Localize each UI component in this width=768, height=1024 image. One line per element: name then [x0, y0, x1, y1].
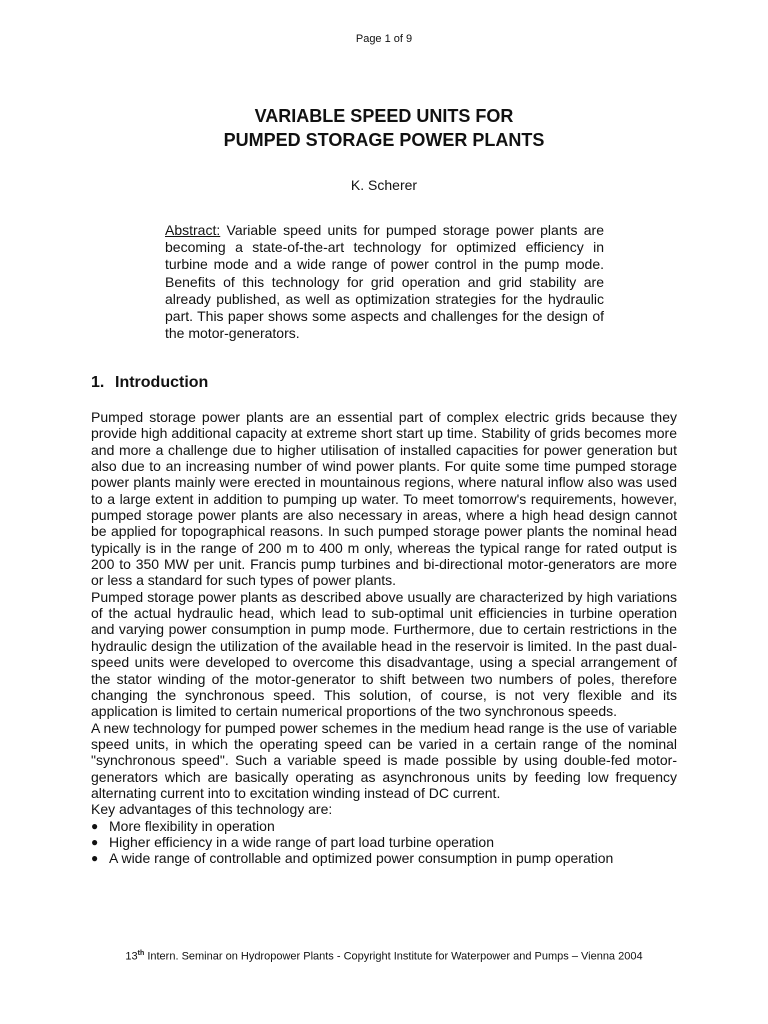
abstract	[165, 222, 604, 342]
title-line-2: PUMPED STORAGE POWER PLANTS	[223, 130, 545, 150]
bullet-icon: ●	[91, 851, 99, 866]
advantages-intro: Key advantages of this technology are:	[91, 801, 333, 818]
advantages-list	[91, 818, 677, 867]
section-number: 1.	[91, 374, 105, 391]
list-item: ● Higher efficiency in a wide range of part load turbine operation	[91, 833, 494, 850]
footer-superscript: th	[137, 950, 145, 957]
paragraph: Pumped storage power plants as described above usually are characterized by high variations of the actual hydraulic head, which lead to sub-optimal unit efficiencies in turbine operation and varying power consumption in pump mode. Furthermore, due to certain restrictions in the hydraulic design the utilization of the available head in the reservoir is limited. In the past dual-speed units were developed to overcome this disadvantage, using a special arrangement of the stator winding of the motor-generator to shift between two numbers of poles, therefore changing the synchronous speed. This solution, of course, is not very flexible and its application is limited to certain numerical proportions of the two synchronous speeds.	[91, 588, 677, 720]
list-item: ● A wide range of controllable and optimized power consumption in pump operation	[91, 850, 614, 867]
paragraph: A new technology for pumped power schemes in the medium head range is the use of variable speed units, in which the operating speed can be varied in a certain range of the nominal "synchronous speed". Such a variable speed is made possible by using double-fed motor-generators which are basically operating as asynchronous units by feeding low frequency alternating current into to excitation winding instead of DC current.	[91, 719, 677, 801]
footer-number: 13	[125, 950, 138, 963]
list-item: ● More flexibility in operation	[91, 817, 275, 834]
bullet-icon: ●	[91, 818, 99, 833]
section-heading	[91, 373, 208, 393]
page-number: Page 1 of 9	[355, 33, 413, 45]
paragraph: Pumped storage power plants are an essential part of complex electric grids because they provide high additional capacity at extreme short start up time. Stability of grids becomes more and more a challenge due to higher utilisation of installed capacities for power generation but also due to an increasing number of wind power plants. For quite some time pumped storage power plants mainly were erected in mountainous regions, where natural inflow also was used to a large extent in addition to pumping up water. To meet tomorrow's requirements, however, pumped storage power plants are also necessary in areas, where a high head design cannot be applied for topographical reasons. In such pumped storage power plants the nominal head typically is in the range of 200 m to 400 m only, whereas the typical range for rated output is 200 to 350 MW per unit. Francis pump turbines and bi-directional motor-generators are more or less a standard for such types of power plants.	[91, 409, 677, 589]
abstract-label: Abstract:	[165, 222, 221, 238]
abstract-text: Variable speed units for pumped storage power plants are becoming a state-of-the-art technology for optimized efficiency in turbine mode and a wide range of power control in the pump mode. Benefits of this technology for grid operation and grid stability are already published, as well as optimization strategies for the hydraulic part. This paper shows some aspects and challenges for the design of the motor-generators.	[165, 222, 604, 342]
author: K. Scherer	[350, 177, 418, 193]
page-footer	[0, 950, 768, 963]
document-title	[0, 104, 768, 152]
bullet-icon: ●	[91, 834, 99, 849]
footer-text: Intern. Seminar on Hydropower Plants - Copyright Institute for Waterpower and Pumps – Vienna 2004	[144, 950, 643, 963]
section-title: Introduction	[115, 374, 209, 391]
title-line-1: VARIABLE SPEED UNITS FOR	[254, 106, 514, 126]
section-body	[91, 409, 677, 867]
